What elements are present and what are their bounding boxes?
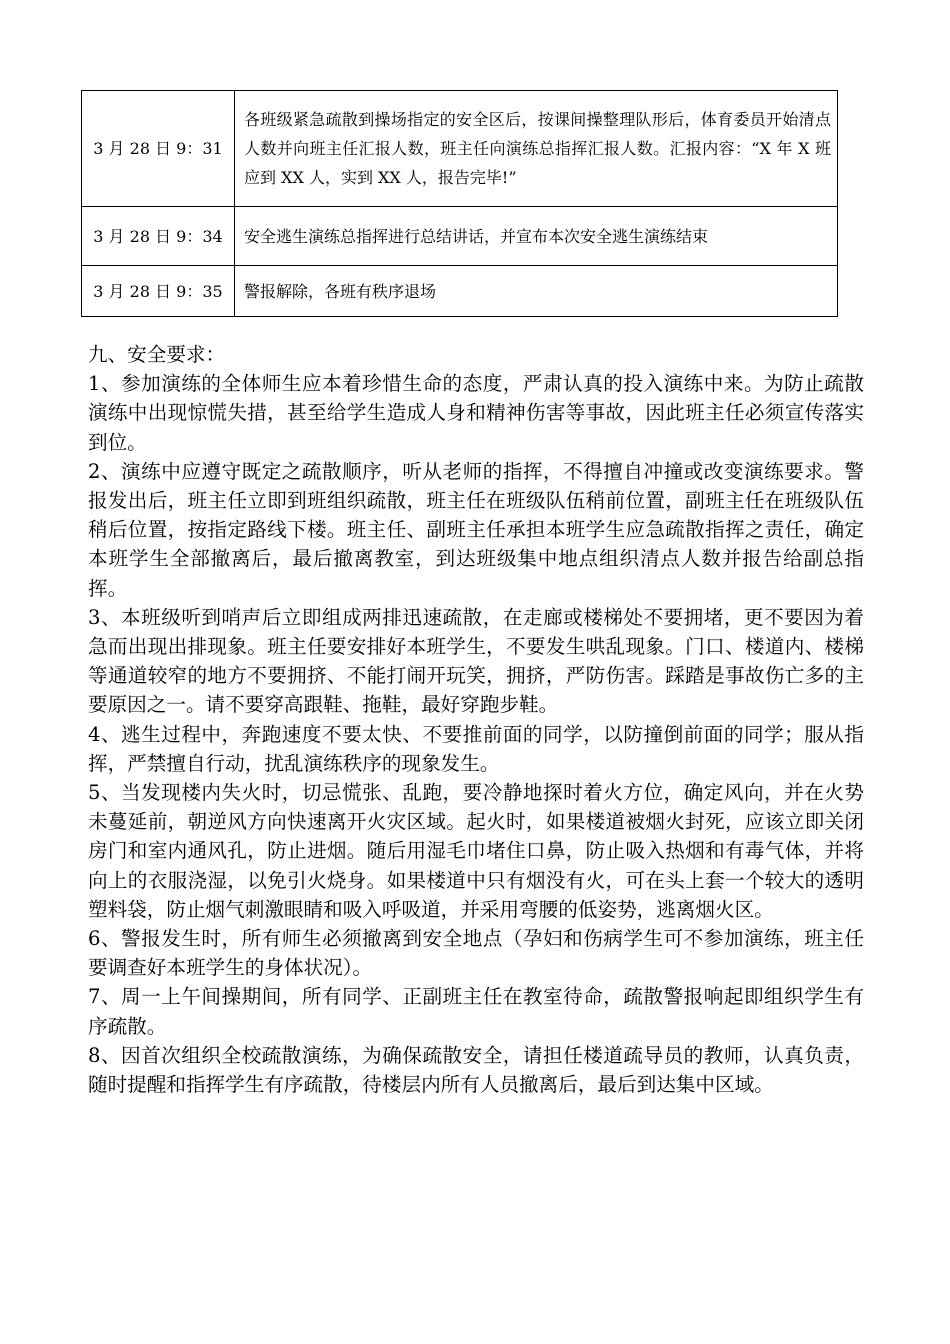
requirement-item: 1、参加演练的全体师生应本着珍惜生命的态度，严肃认真的投入演练中来。为防止疏散演练中出现惊慌失措，甚至给学生造成人身和精神伤害等事故，因此班主任必须宣传落实到位。	[88, 372, 864, 454]
requirement-item: 5、当发现楼内失火时，切忌慌张、乱跑，要冷静地探时着火方位，确定风向，并在火势未蔓延前，朝逆风方向快速离开火灾区域。起火时，如果楼道被烟火封死，应该立即关闭房门和室内通风孔，防止进烟。随后用湿毛巾堵住口鼻，防止吸入热烟和有毒气体，并将向上的衣服浇湿，以免引火烧身。如果楼道中只有烟没有火，可在头上套一个较大的透明塑料袋，防止烟气刺激眼睛和吸入呼吸道，并采用弯腰的低姿势，逃离烟火区。	[88, 781, 864, 921]
requirement-item: 7、周一上午间操期间，所有同学、正副班主任在教室待命，疏散警报响起即组织学生有序疏散。	[88, 985, 864, 1038]
table-row	[82, 207, 838, 266]
description-cell: 安全逃生演练总指挥进行总结讲话，并宣布本次安全逃生演练结束	[235, 207, 838, 266]
section-heading: 九、安全要求：	[88, 343, 226, 366]
requirement-item: 8、因首次组织全校疏散演练，为确保疏散安全，请担任楼道疏导员的教师，认真负责，随时提醒和指挥学生有序疏散，待楼层内所有人员撤离后，最后到达集中区域。	[88, 1043, 864, 1097]
drill-schedule-table	[81, 90, 838, 317]
safety-requirements-section	[88, 340, 864, 1099]
requirement-item: 4、逃生过程中，奔跑速度不要太快、不要推前面的同学，以防撞倒前面的同学；服从指挥，严禁擅自行动，扰乱演练秩序的现象发生。	[88, 722, 864, 775]
requirement-item: 6、警报发生时，所有师生必须撤离到安全地点（孕妇和伤病学生可不参加演练，班主任要调查好本班学生的身体状况）。	[88, 927, 864, 980]
time-cell: 3 月 28 日 9：34	[82, 207, 235, 266]
time-cell: 3 月 28 日 9：31	[82, 91, 235, 207]
description-cell: 警报解除，各班有秩序退场	[235, 266, 838, 317]
requirement-item: 2、演练中应遵守既定之疏散顺序，听从老师的指挥，不得擅自冲撞或改变演练要求。警报发出后，班主任立即到班组织疏散，班主任在班级队伍稍前位置，副班主任在班级队伍稍后位置，按指定路线下楼。班主任、副班主任承担本班学生应急疏散指挥之责任，确定本班学生全部撤离后，最后撤离教室，到达班级集中地点组织清点人数并报告给副总指挥。	[88, 459, 864, 600]
description-cell: 各班级紧急疏散到操场指定的安全区后，按课间操整理队形后，体育委员开始清点人数并向班主任汇报人数，班主任向演练总指挥汇报人数。汇报内容：“X 年 X 班应到 XX 人，实到 XX 人，报告完毕!”	[235, 91, 838, 207]
table-row	[82, 91, 838, 207]
table-row	[82, 266, 838, 317]
time-cell: 3 月 28 日 9：35	[82, 266, 235, 317]
requirement-item: 3、本班级听到哨声后立即组成两排迅速疏散，在走廊或楼梯处不要拥堵，更不要因为着急而出现出排现象。班主任要安排好本班学生，不要发生哄乱现象。门口、楼道内、楼梯等通道较窄的地方不要拥挤、不能打闹开玩笑，拥挤，严防伤害。踩踏是事故伤亡多的主要原因之一。请不要穿高跟鞋、拖鞋，最好穿跑步鞋。	[88, 605, 864, 717]
